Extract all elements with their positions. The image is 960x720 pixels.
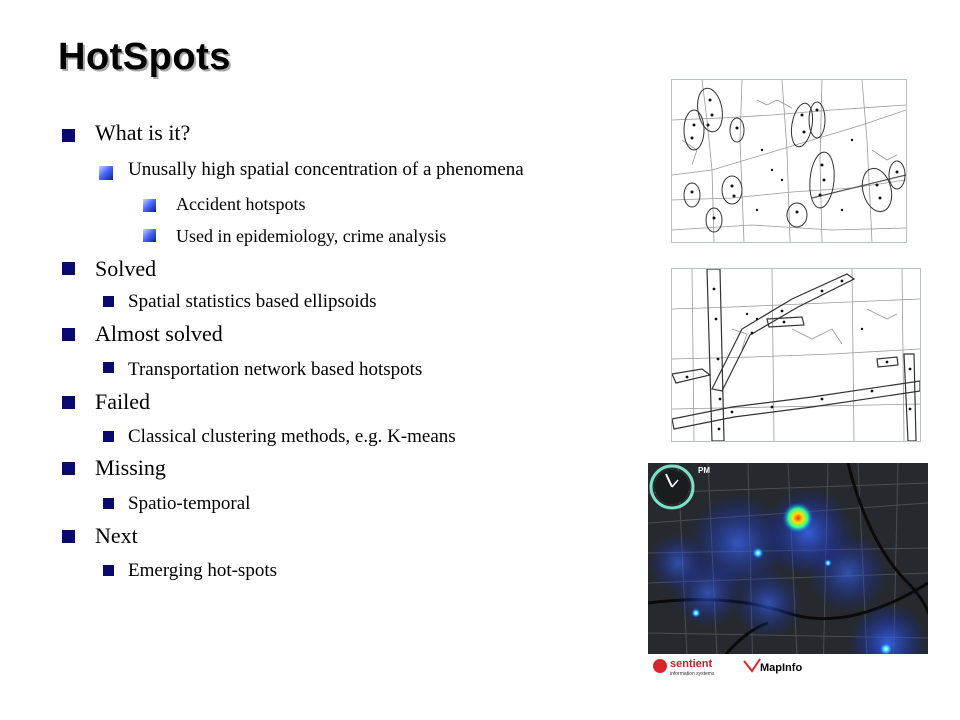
bullet-square-icon	[103, 431, 114, 442]
clock-icon	[651, 466, 693, 508]
bullet-square-icon	[62, 530, 75, 543]
bullet-missing: Missing	[95, 455, 166, 480]
bullet-gradient-icon	[143, 199, 156, 212]
bullet-failed: Failed	[95, 389, 150, 414]
bullet-emerging: Emerging hot-spots	[128, 560, 278, 581]
bullet-kmeans: Classical clustering methods, e.g. K-means	[128, 426, 456, 447]
clock-label: PM	[698, 466, 710, 475]
bullet-accident-hotspots: Accident hotspots	[176, 194, 306, 214]
bullet-network-hotspots: Transportation network based hotspots	[128, 359, 423, 380]
network-map-graphic	[672, 269, 920, 441]
slide-title: HotSpots	[58, 36, 231, 78]
bullet-next: Next	[95, 523, 138, 548]
bullet-gradient-icon	[143, 229, 156, 242]
bullet-square-icon	[103, 362, 114, 373]
crime-heatmap-image	[648, 463, 928, 678]
sentient-logo-text: sentient	[670, 658, 713, 670]
bullet-square-icon	[103, 565, 114, 576]
bullet-what-is-it: What is it?	[95, 120, 191, 145]
bullet-square-icon	[62, 262, 75, 275]
bullet-epidemiology: Used in epidemiology, crime analysis	[176, 226, 447, 246]
bullet-square-icon	[103, 296, 114, 307]
ellipsoid-map-graphic	[672, 80, 906, 242]
network-hotspot-map	[671, 268, 921, 442]
sentient-logo-subtext: information systems	[670, 671, 715, 677]
bullet-square-icon	[62, 129, 75, 142]
bullet-square-icon	[62, 328, 75, 341]
heatmap-graphic	[648, 463, 928, 678]
bullet-square-icon	[62, 396, 75, 409]
ellipsoid-hotspot-map	[671, 79, 907, 243]
bullet-square-icon	[62, 462, 75, 475]
bullet-square-icon	[103, 498, 114, 509]
bullet-ellipsoids: Spatial statistics based ellipsoids	[128, 291, 377, 312]
bullet-almost-solved: Almost solved	[95, 321, 223, 346]
bullet-spatio-temporal: Spatio-temporal	[128, 493, 251, 514]
bullet-gradient-icon	[99, 166, 113, 180]
bullet-definition: Unusally high spatial concentration of a phenomena	[128, 159, 524, 180]
bullet-solved: Solved	[95, 256, 157, 281]
mapinfo-logo-text: MapInfo	[760, 662, 803, 674]
